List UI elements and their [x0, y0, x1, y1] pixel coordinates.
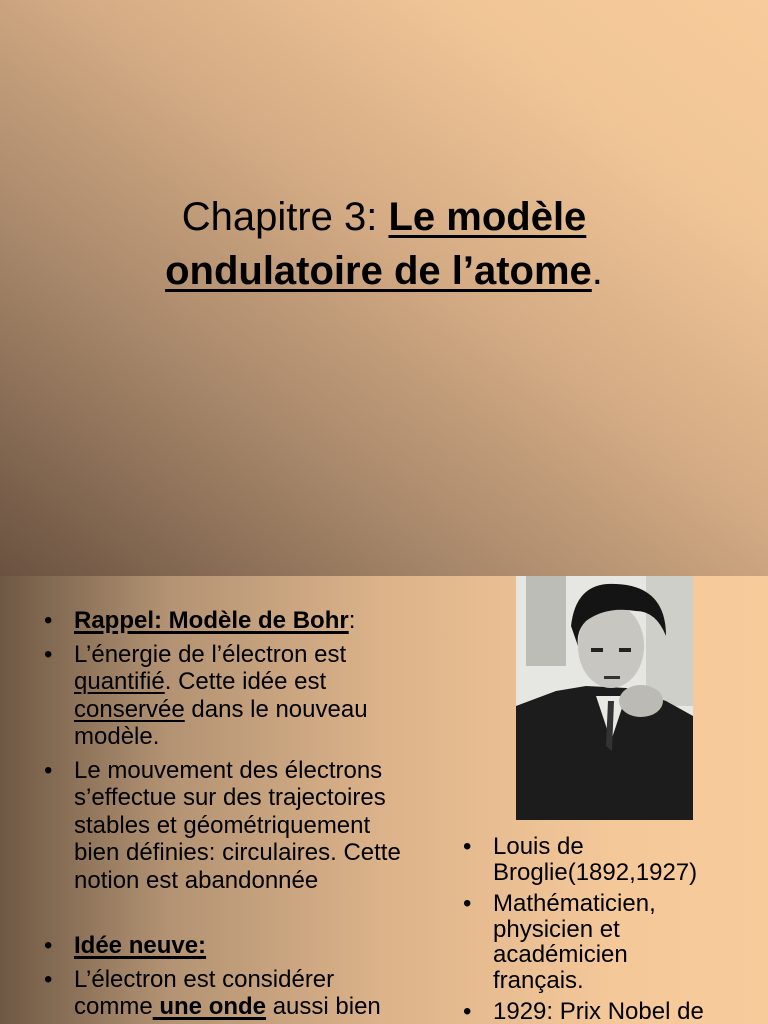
text: Mathématicien,	[493, 890, 656, 917]
text: français.	[493, 966, 584, 994]
bullet-icon: •	[463, 890, 472, 917]
list-item	[44, 641, 401, 751]
text: 1929: Prix Nobel de	[493, 998, 704, 1024]
text: aussi bien	[266, 993, 381, 1020]
text: s’effectue sur des trajectoires	[74, 784, 386, 811]
content-slide	[0, 576, 768, 1024]
underlined-text: quantifié	[74, 668, 165, 695]
list-item	[463, 999, 704, 1024]
title-bold-1: Le modèle	[388, 195, 587, 239]
title-suffix: .	[591, 249, 603, 293]
bullet-icon: •	[44, 932, 53, 959]
list-item	[44, 757, 401, 895]
bullet-icon: •	[44, 607, 53, 634]
bullet-icon: •	[44, 965, 53, 993]
text: Broglie(1892,1927)	[493, 858, 698, 886]
portrait-photo	[516, 576, 693, 820]
text: comme	[74, 993, 153, 1020]
portrait-image	[516, 576, 693, 820]
list-item	[44, 607, 401, 635]
text: stables et géométriquement	[74, 811, 371, 839]
text: L’énergie de l’électron est	[74, 640, 347, 668]
text: Le mouvement des électrons	[74, 756, 383, 784]
heading-text: Idée neuve:	[74, 932, 207, 959]
text: :	[348, 607, 356, 634]
text: physicien et	[493, 915, 620, 943]
title-prefix: Chapitre 3:	[181, 195, 389, 239]
text: modèle.	[74, 723, 160, 750]
bullet-icon: •	[44, 640, 53, 668]
list-item	[463, 891, 704, 993]
bullet-icon: •	[44, 756, 53, 784]
list-item	[463, 834, 704, 885]
list-item	[44, 932, 401, 960]
title-bold-2: ondulatoire de l’atome	[165, 249, 592, 293]
underlined-bold-text: une onde	[152, 993, 267, 1020]
text: . Cette idée est	[164, 668, 327, 695]
text: dans le nouveau	[184, 695, 368, 723]
underlined-text: conservée	[74, 695, 185, 723]
heading-text: Rappel: Modèle de Bohr	[74, 607, 349, 634]
text: L’électron est considérer	[74, 965, 335, 993]
text: Louis de	[493, 833, 584, 860]
text: bien définies: circulaires. Cette	[74, 839, 401, 866]
text: notion est abandonnée	[74, 866, 319, 894]
text: académicien	[493, 941, 628, 968]
bullet-icon: •	[463, 833, 472, 860]
right-bullet-list	[463, 834, 704, 1024]
left-bullet-list	[44, 607, 401, 1024]
list-item	[44, 966, 401, 1021]
bullet-icon: •	[463, 998, 472, 1024]
slide-title	[0, 190, 768, 298]
